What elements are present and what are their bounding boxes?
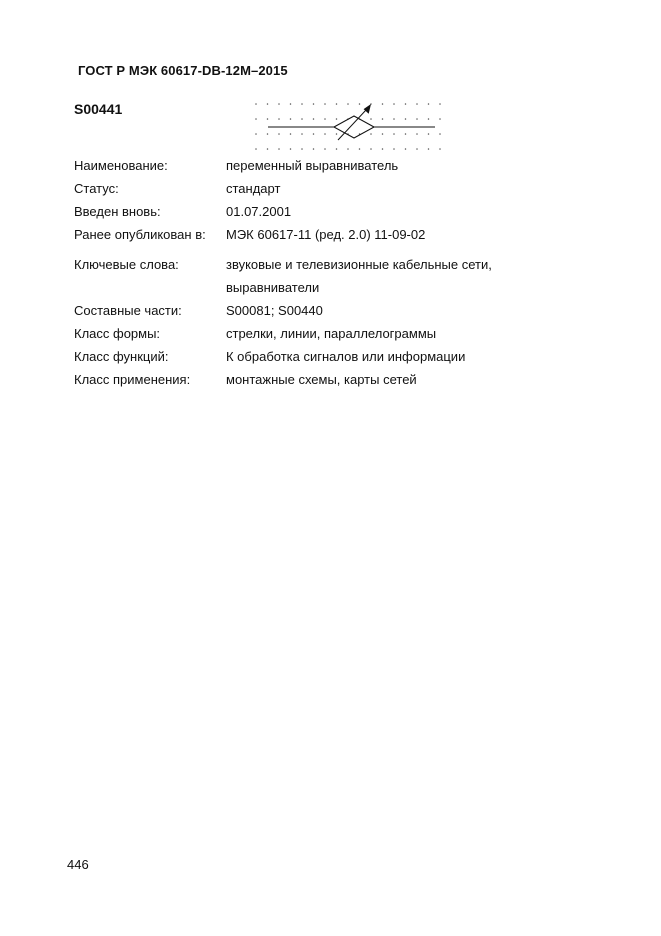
grid-dot: [301, 133, 303, 135]
grid-dot: [267, 148, 269, 150]
grid-dot: [428, 118, 430, 120]
field-value: [226, 253, 614, 299]
grid-dot: [428, 133, 430, 135]
grid-dot: [324, 103, 326, 105]
grid-dot: [416, 103, 418, 105]
field-value: стандарт: [226, 181, 281, 196]
grid-dot: [255, 103, 257, 105]
symbol-chevron-left: [334, 116, 374, 127]
grid-dot: [428, 148, 430, 150]
grid-dot: [278, 148, 280, 150]
field-value-line: звуковые и телевизионные кабельные сети,: [226, 257, 492, 272]
grid-dot: [290, 118, 292, 120]
grid-dot: [255, 148, 257, 150]
grid-dot: [359, 103, 361, 105]
grid-dot: [359, 148, 361, 150]
grid-dot: [382, 133, 384, 135]
grid-dot: [313, 118, 315, 120]
symbol-arrow-shaft: [338, 110, 366, 140]
grid-dot: [313, 148, 315, 150]
field-label: Введен вновь:: [74, 204, 161, 219]
field-label: Класс применения:: [74, 372, 191, 387]
field-value: стрелки, линии, параллелограммы: [226, 326, 437, 341]
grid-dot: [301, 148, 303, 150]
grid-dot: [370, 118, 372, 120]
grid-dot: [393, 118, 395, 120]
grid-dot: [267, 118, 269, 120]
grid-dot: [370, 148, 372, 150]
symbol-code: S00441: [74, 101, 123, 117]
field-row-function-class: [74, 345, 614, 368]
field-list: [74, 154, 614, 391]
grid-dot: [267, 133, 269, 135]
grid-dot: [382, 103, 384, 105]
grid-dot: [416, 118, 418, 120]
field-row-introduced: [74, 200, 614, 223]
grid-dot: [336, 148, 338, 150]
field-label: Ключевые слова:: [74, 257, 179, 272]
grid-dot: [336, 103, 338, 105]
field-row-status: [74, 177, 614, 200]
grid-dot: [290, 148, 292, 150]
field-row-name: [74, 154, 614, 177]
grid-dot: [382, 118, 384, 120]
grid-dot: [267, 103, 269, 105]
document-header: ГОСТ Р МЭК 60617-DB-12M–2015: [78, 63, 288, 78]
field-label: Составные части:: [74, 303, 182, 318]
grid-dot: [439, 133, 441, 135]
grid-dot: [382, 148, 384, 150]
field-label: Класс формы:: [74, 326, 161, 341]
field-row-shape-class: [74, 322, 614, 345]
grid-dot: [301, 118, 303, 120]
grid-dot: [393, 103, 395, 105]
grid-dot: [313, 103, 315, 105]
grid-dot: [290, 133, 292, 135]
grid-dot: [324, 133, 326, 135]
grid-dot: [347, 103, 349, 105]
field-row-keywords: [74, 253, 614, 299]
grid-dot: [313, 133, 315, 135]
field-value-line: выравниватели: [226, 280, 320, 295]
grid-dot: [336, 133, 338, 135]
grid-dot: [301, 103, 303, 105]
field-value: S00081; S00440: [226, 303, 323, 318]
grid-dot: [405, 148, 407, 150]
grid-dot: [347, 148, 349, 150]
field-row-application-class: [74, 368, 614, 391]
grid-dot: [324, 148, 326, 150]
grid-dot: [405, 103, 407, 105]
field-row-published-in: [74, 223, 614, 246]
grid-dot: [439, 103, 441, 105]
field-label: Наименование:: [74, 158, 168, 173]
grid-dot: [439, 148, 441, 150]
grid-dot: [278, 118, 280, 120]
symbol-arrowhead: [364, 104, 371, 114]
field-value: переменный выравниватель: [226, 158, 399, 173]
grid-dot: [405, 118, 407, 120]
field-label: Статус:: [74, 181, 119, 196]
grid-dot: [336, 118, 338, 120]
grid-dot: [255, 133, 257, 135]
field-label: Класс функций:: [74, 349, 169, 364]
field-row-components: [74, 299, 614, 322]
grid-dot: [278, 103, 280, 105]
field-value: 01.07.2001: [226, 204, 292, 219]
grid-dot: [255, 118, 257, 120]
grid-dot: [370, 133, 372, 135]
grid-dot: [416, 148, 418, 150]
grid-dot: [393, 148, 395, 150]
field-label: Ранее опубликован в:: [74, 227, 206, 242]
field-value: К обработка сигналов или информации: [226, 349, 466, 364]
field-value: монтажные схемы, карты сетей: [226, 372, 417, 387]
grid-dot: [393, 133, 395, 135]
variable-equalizer-symbol-icon: [252, 99, 448, 155]
grid-dot: [278, 133, 280, 135]
grid-dot: [439, 118, 441, 120]
field-value: МЭК 60617-11 (ред. 2.0) 11-09-02: [226, 227, 426, 242]
grid-dot: [416, 133, 418, 135]
grid-dot: [290, 103, 292, 105]
grid-dot: [324, 118, 326, 120]
grid-dot: [405, 133, 407, 135]
page-number: 446: [67, 857, 89, 872]
symbol-chevron-right: [334, 127, 374, 138]
grid-dot: [428, 103, 430, 105]
